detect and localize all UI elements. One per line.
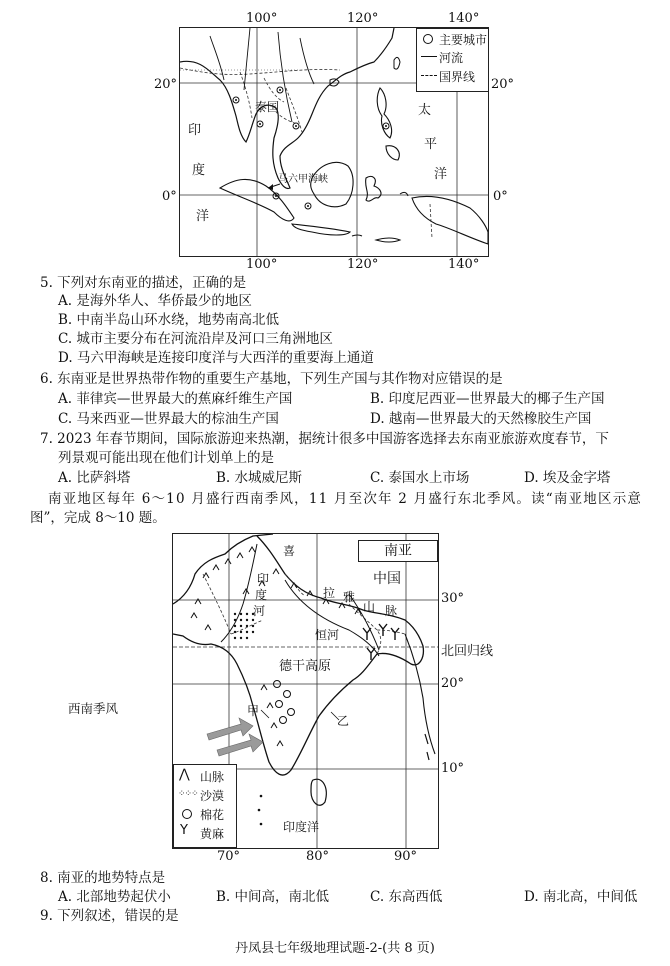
map2-lon-70: 70°	[217, 849, 241, 864]
map1-lon-bottom-120: 120°	[347, 257, 379, 272]
map1-lat-right-20: 20°	[491, 77, 515, 92]
legend-mountain-label: 山脉	[200, 770, 225, 784]
map1-lat-right-0: 0°	[493, 189, 508, 204]
map1-lon-bottom-140: 140°	[448, 257, 480, 272]
map1-legend	[416, 28, 489, 92]
himalaya-char-2: 拉	[323, 586, 336, 600]
southwest-monsoon-label: 西南季风	[68, 701, 119, 716]
question-8-stem: 8. 南亚的地势特点是	[40, 870, 166, 886]
southeast-asia-map	[179, 27, 489, 257]
map1-lat-left-20: 20°	[154, 77, 178, 92]
deccan-plateau-label: 德干高原	[279, 659, 332, 674]
himalaya-char-5: 脉	[385, 604, 398, 618]
legend-desert-label: 沙漠	[200, 789, 225, 803]
question-7-option-b[interactable]: B. 水城威尼斯	[216, 470, 303, 486]
question-8-option-b[interactable]: B. 中间高，南北低	[216, 889, 330, 905]
question-7-option-c[interactable]: C. 泰国水上市场	[370, 470, 470, 486]
pacific-ocean-label-2: 平	[424, 137, 438, 152]
question-7-stem-continued: 列景观可能出现在他们计划单上的是	[58, 450, 274, 466]
cotton-symbol-icon	[182, 809, 192, 819]
pacific-ocean-label-1: 太	[418, 103, 432, 118]
jute-symbol-icon: Y	[180, 823, 188, 838]
question-5-option-c[interactable]: C. 城市主要分布在河流沿岸及河口三角洲地区	[58, 331, 333, 347]
question-6-option-c[interactable]: C. 马来西亚—世界最大的棕油生产国	[58, 411, 279, 427]
himalaya-char-3: 雅	[343, 590, 356, 604]
indian-ocean-label: 印度洋	[283, 820, 320, 834]
map1-lon-top-100: 100°	[246, 11, 278, 26]
intro-line-1: 南亚地区每年 6～10 月盛行西南季风，11 月至次年 2 月盛行东北季风。读“南亚地区示意	[48, 491, 643, 507]
thailand-label: 泰国	[255, 100, 280, 114]
question-5-option-b[interactable]: B. 中南半岛山环水绕，地势南高北低	[58, 312, 280, 328]
map2-lat-20: 20°	[441, 676, 465, 691]
intro-line-2: 图”，完成 8～10 题。	[30, 510, 166, 526]
question-6-option-d[interactable]: D. 越南—世界最大的天然橡胶生产国	[370, 411, 592, 427]
south-asia-map	[172, 533, 439, 849]
indian-ocean-label-1: 印	[188, 123, 202, 138]
page-footer: 丹凤县七年级地理试题-2-(共 8 页)	[235, 941, 435, 956]
question-7-option-d[interactable]: D. 埃及金字塔	[524, 470, 611, 486]
map2-lat-10: 10°	[441, 761, 465, 776]
legend-border-label: 国界线	[439, 70, 476, 84]
ganges-label: 恒河	[315, 628, 340, 642]
map1-lon-top-120: 120°	[347, 11, 379, 26]
map2-lon-80: 80°	[306, 849, 330, 864]
legend-jute-label: 黄麻	[200, 827, 225, 841]
question-8-option-c[interactable]: C. 东高西低	[370, 889, 443, 905]
legend-cotton-label: 棉花	[200, 808, 225, 822]
tropic-of-cancer-label: 北回归线	[441, 644, 494, 659]
pacific-ocean-label-3: 洋	[434, 167, 448, 182]
legend-city-label: 主要城市	[439, 33, 488, 47]
question-7-option-a[interactable]: A. 比萨斜塔	[58, 470, 131, 486]
question-5-option-d[interactable]: D. 马六甲海峡是连接印度洋与大西洋的重要海上通道	[58, 350, 374, 366]
map1-lat-left-0: 0°	[162, 189, 177, 204]
himalaya-char-1: 喜	[283, 544, 296, 558]
indus-char-2: 度	[255, 588, 268, 602]
question-7-stem: 7. 2023 年春节期间，国际旅游迎来热潮，据统计很多中国游客选择去东南亚旅游欢度春节，下	[40, 431, 609, 447]
question-6-option-a[interactable]: A. 菲律宾—世界最大的蕉麻纤维生产国	[58, 391, 293, 407]
legend-river-label: 河流	[439, 51, 464, 65]
indian-ocean-label-2: 度	[192, 163, 206, 178]
indus-char-1: 印	[257, 572, 270, 586]
question-5-stem: 5. 下列对东南亚的描述，正确的是	[40, 275, 247, 291]
location-jia-label: 甲	[247, 704, 260, 718]
location-yi-label: 乙	[337, 714, 350, 728]
malacca-strait-label: 马六甲海峡	[278, 174, 328, 185]
desert-symbol-icon: ⁘⁘⁘	[178, 789, 198, 799]
map2-lat-30: 30°	[441, 591, 465, 606]
china-label: 中国	[373, 571, 401, 587]
question-8-option-d[interactable]: D. 南北高，中间低	[524, 889, 638, 905]
map1-lon-bottom-100: 100°	[246, 257, 278, 272]
question-9-stem: 9. 下列叙述，错误的是	[40, 908, 179, 924]
himalaya-char-4: 山	[363, 600, 376, 614]
map2-legend	[173, 764, 237, 848]
river-symbol-icon	[421, 56, 437, 59]
border-symbol-icon	[421, 75, 437, 78]
south-asia-map-title: 南亚	[358, 540, 438, 562]
mountain-symbol-icon: ⋀	[179, 767, 190, 782]
question-8-option-a[interactable]: A. 北部地势起伏小	[58, 889, 171, 905]
map1-lon-top-140: 140°	[448, 11, 480, 26]
map2-lon-90: 90°	[394, 849, 418, 864]
question-6-stem: 6. 东南亚是世界热带作物的重要生产基地，下列生产国与其作物对应错误的是	[40, 371, 503, 387]
question-6-option-b[interactable]: B. 印度尼西亚—世界最大的椰子生产国	[370, 391, 605, 407]
indus-char-3: 河	[253, 604, 266, 618]
city-symbol-icon	[423, 34, 433, 44]
question-5-option-a[interactable]: A. 是海外华人、华侨最少的地区	[58, 293, 252, 309]
indian-ocean-label-3: 洋	[196, 209, 210, 224]
